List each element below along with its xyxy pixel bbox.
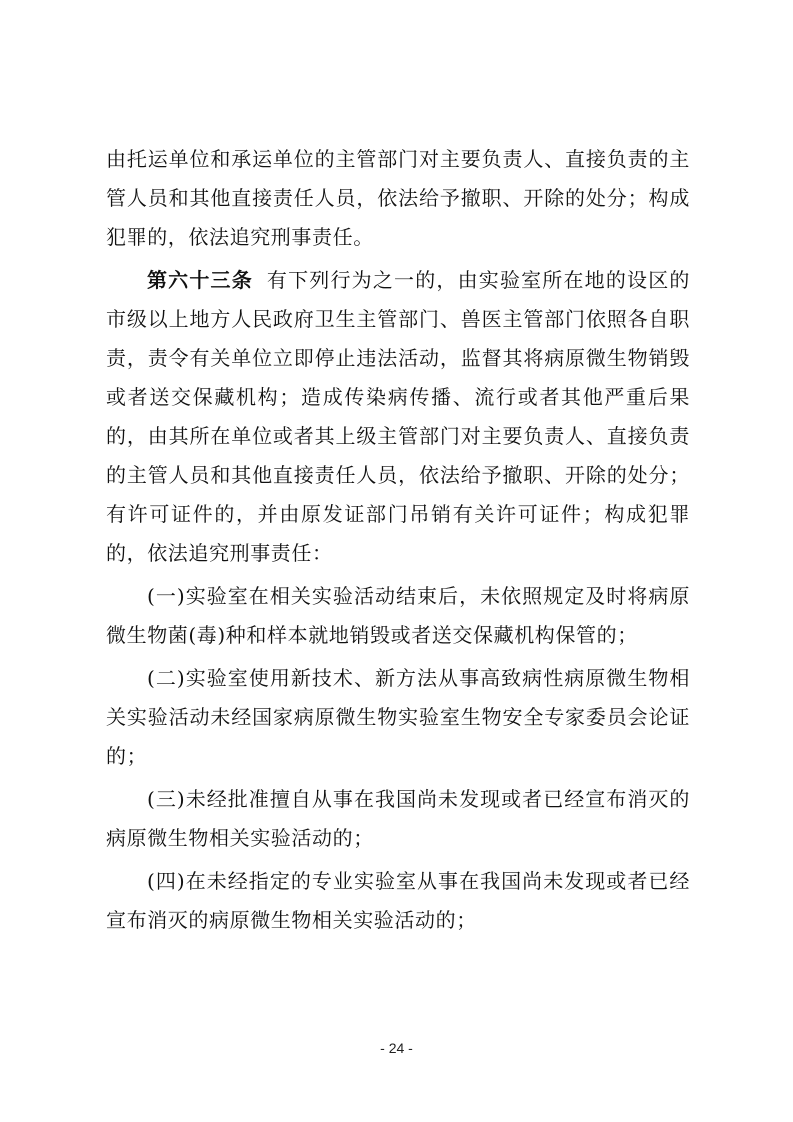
list-item-3: (三)未经批准擅自从事在我国尚未发现或者已经宣布消灭的病原微生物相关实验活动的； xyxy=(106,787,690,850)
list-item-4: (四)在未经指定的专业实验室从事在我国尚未发现或者已经宣布消灭的病原微生物相关实验活动的； xyxy=(106,869,690,932)
document-body xyxy=(106,140,690,944)
list-item-2: (二)实验室使用新技术、新方法从事高致病性病原微生物相关实验活动未经国家病原微生物实验室生物安全专家委员会论证的； xyxy=(106,666,690,768)
article-text: 有下列行为之一的，由实验室所在地的设区的市级以上地方人民政府卫生主管部门、兽医主管部门依照各自职责，责令有关单位立即停止违法活动，监督其将病原微生物销毁或者送交保藏机构；造成传染病传播、流行或者其他严重后果的，由其所在单位或者其上级主管部门对主要负责人、直接负责的主管人员和其他直接责任人员，依法给予撤职、开除的处分；有许可证件的，并由原发证部门吊销有关许可证件；构成犯罪的，依法追究刑事责任： xyxy=(106,268,691,565)
paragraph-continuation: 由托运单位和承运单位的主管部门对主要负责人、直接负责的主管人员和其他直接责任人员，依法给予撤职、开除的处分；构成犯罪的，依法追究刑事责任。 xyxy=(106,147,690,249)
article-label: 第六十三条 xyxy=(147,268,253,292)
page-number: - 24 - xyxy=(380,1040,413,1056)
paragraph-article-63 xyxy=(106,261,690,573)
list-item-1: (一)实验室在相关实验活动结束后，未依照规定及时将病原微生物菌(毒)种和样本就地销毁或者送交保藏机构保管的； xyxy=(106,584,690,647)
